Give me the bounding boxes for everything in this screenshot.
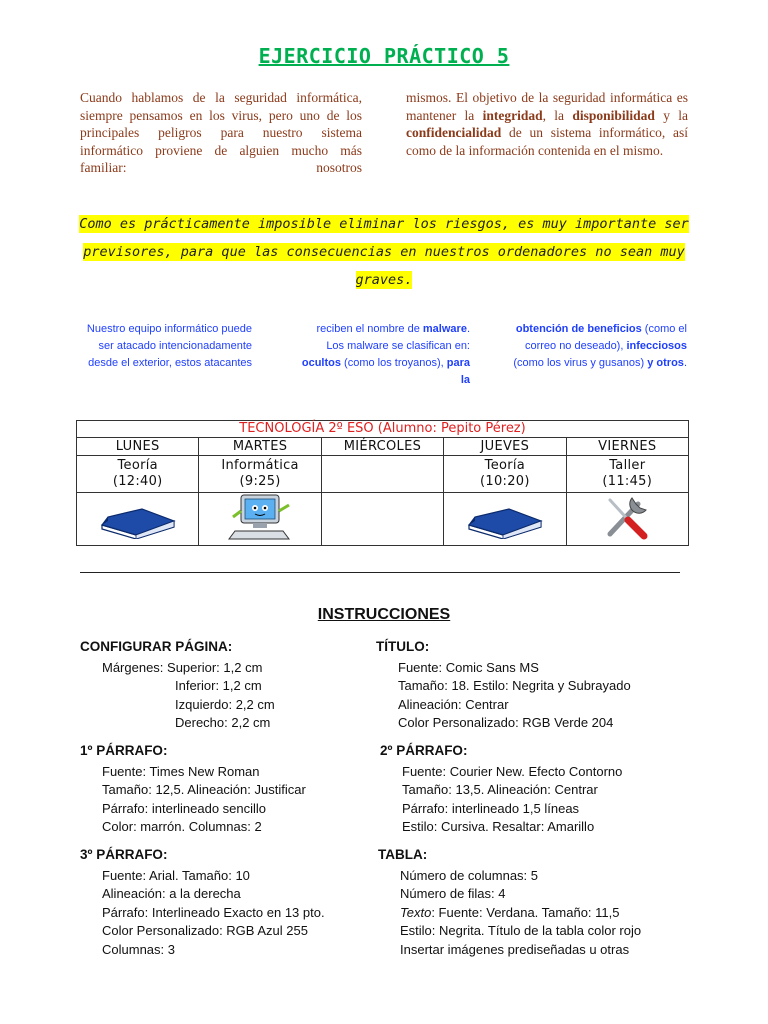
- p1-text: de un sistema informático, así como de la información contenida en el mismo.: [406, 125, 688, 158]
- instruction-line: Fuente: Comic Sans MS: [398, 659, 539, 675]
- subject-cell: [444, 456, 566, 493]
- instruction-line: Derecho: 2,2 cm: [175, 715, 271, 730]
- instruction-line: Párrafo: interlineado sencillo: [102, 800, 267, 816]
- instruction-line: Insertar imágenes prediseñadas u otras: [400, 941, 630, 957]
- section-parrafo-1: [80, 742, 306, 837]
- subject-time: (12:40): [112, 474, 163, 489]
- instruction-line: Alineación: Centrar: [398, 696, 509, 712]
- section-heading: 1º PÁRRAFO:: [80, 743, 168, 758]
- p3-bold-para-la: para la: [446, 357, 470, 386]
- page-title: EJERCICIO PRÁCTICO 5: [258, 44, 510, 68]
- image-cell: [566, 493, 688, 546]
- paragraph3-col1: Nuestro equipo informático puede ser atacado intencionadamente desde el exterior, estos atacantes: [86, 323, 252, 369]
- instruction-line: Tamaño: 12,5. Alineación: Justificar: [102, 782, 306, 797]
- instruction-line: Número de columnas: 5: [400, 867, 539, 883]
- p3-text: .: [683, 357, 687, 369]
- p1-text: y la: [654, 107, 688, 123]
- instruction-line: Párrafo: interlineado 1,5 líneas: [402, 800, 580, 816]
- section-tabla: [378, 846, 641, 959]
- p1-bold-integridad: integridad: [482, 107, 543, 123]
- p1-text: , la: [542, 107, 573, 123]
- image-cell: [444, 493, 566, 546]
- instruction-line: Párrafo: Interlineado Exacto en 13 pto.: [102, 904, 325, 920]
- p3-text: reciben el nombre de: [316, 323, 423, 335]
- p3-bold-infecciosos: infecciosos: [626, 340, 687, 352]
- p1-text: mismos. El objetivo de la seguridad informática es mantener la: [406, 90, 688, 123]
- section-configurar-pagina: [80, 638, 275, 733]
- instruction-line: Columnas: 3: [102, 941, 175, 957]
- instruction-line: Izquierdo: 2,2 cm: [175, 696, 275, 712]
- p3-bold-malware: malware: [422, 323, 467, 335]
- paragraph3-col2: [300, 321, 470, 389]
- table-caption: TECNOLOGÍA 2º ESO (Alumno: Pepito Pérez): [77, 421, 689, 438]
- subject-time: (10:20): [480, 474, 530, 489]
- p3-text: (como el correo no deseado),: [524, 323, 687, 352]
- image-cell-empty: [321, 493, 443, 546]
- subject-name: Informática: [221, 458, 299, 473]
- instruction-line: Color Personalizado: RGB Verde 204: [398, 715, 614, 730]
- instruction-line: Fuente: Times New Roman: [102, 763, 260, 779]
- instruction-line: Tamaño: 13,5. Alineación: Centrar: [402, 782, 598, 797]
- book-icon: [463, 495, 547, 539]
- instruction-line: Tamaño: 18. Estilo: Negrita y Subrayado: [398, 678, 631, 693]
- p3-bold-ocultos: ocultos: [301, 357, 341, 369]
- instruction-line: Color Personalizado: RGB Azul 255: [102, 923, 308, 938]
- day-header: MARTES: [199, 438, 321, 456]
- highlighted-text: Como es prácticamente imposible eliminar los riesgos, es muy importante ser previsores, para que las consecuencias en nuestros ordenadores no sean muy graves.: [79, 216, 689, 288]
- instruction-line: Inferior: 1,2 cm: [175, 678, 262, 693]
- section-parrafo-3: [80, 846, 325, 959]
- paragraph3-col3: [512, 321, 687, 372]
- subject-time: (11:45): [602, 474, 653, 489]
- instruction-line: Fuente: Arial. Tamaño: 10: [102, 867, 250, 883]
- p1-bold-confidencialidad: confidencialidad: [406, 125, 502, 140]
- day-header: MIÉRCOLES: [321, 438, 443, 456]
- instruction-line: Márgenes: Superior: 1,2 cm: [102, 659, 263, 675]
- paragraph1-col1: Cuando hablamos de la seguridad informática, siempre pensamos en los virus, pero uno de los principales peligros para nuestro sistema informático proviene de alguien mucho más familiar: nosotros: [80, 90, 362, 175]
- instruction-text: : Fuente: Verdana. Tamaño: 11,5: [431, 904, 620, 920]
- computer-icon: [225, 493, 295, 541]
- subject-name: Taller: [609, 458, 646, 473]
- paragraph2: [60, 210, 708, 294]
- italic-texto: Texto: [400, 904, 432, 920]
- subject-name: Teoría: [117, 458, 158, 473]
- subject-time: (9:25): [239, 474, 281, 489]
- section-heading: 2º PÁRRAFO:: [380, 743, 468, 758]
- p3-bold-beneficios: obtención de beneficios: [515, 323, 642, 335]
- instruction-line: Estilo: Cursiva. Resaltar: Amarillo: [402, 819, 595, 834]
- instruction-line: Fuente: Courier New. Efecto Contorno: [402, 763, 623, 779]
- instructions-title: INSTRUCCIONES: [317, 606, 451, 623]
- section-heading: TÍTULO:: [376, 639, 430, 654]
- subject-name: Teoría: [484, 458, 526, 473]
- section-heading: 3º PÁRRAFO:: [80, 847, 168, 862]
- subject-cell: [199, 456, 321, 493]
- instruction-line: Color: marrón. Columnas: 2: [102, 819, 262, 834]
- section-heading: TABLA:: [378, 847, 428, 862]
- subject-cell: [566, 456, 688, 493]
- instruction-line: [378, 904, 641, 923]
- p3-bold-otros: y otros: [647, 357, 684, 369]
- instruction-line: Estilo: Negrita. Título de la tabla color rojo: [400, 923, 642, 938]
- paragraph1-col2: [406, 89, 688, 159]
- section-titulo: [376, 638, 631, 733]
- book-icon: [96, 495, 180, 539]
- subject-cell-empty: [321, 456, 443, 493]
- day-header: VIERNES: [566, 438, 688, 456]
- instruction-line: Número de filas: 4: [400, 886, 506, 901]
- p3-text: (como los virus y gusanos): [513, 357, 648, 369]
- separator-line: [80, 572, 680, 573]
- subject-cell: [77, 456, 199, 493]
- p1-bold-disponibilidad: disponibilidad: [572, 107, 655, 123]
- section-parrafo-2: [380, 742, 622, 837]
- image-cell: [199, 493, 321, 546]
- image-cell: [77, 493, 199, 546]
- day-header: LUNES: [77, 438, 199, 456]
- p3-text: (como los troyanos),: [340, 357, 447, 369]
- p3-text: . Los malware se clasifican en:: [326, 323, 470, 352]
- section-heading: CONFIGURAR PÁGINA:: [80, 639, 233, 654]
- day-header: JUEVES: [444, 438, 566, 456]
- tools-icon: [602, 494, 652, 540]
- schedule-table: [76, 420, 689, 546]
- instruction-line: Alineación: a la derecha: [102, 886, 241, 901]
